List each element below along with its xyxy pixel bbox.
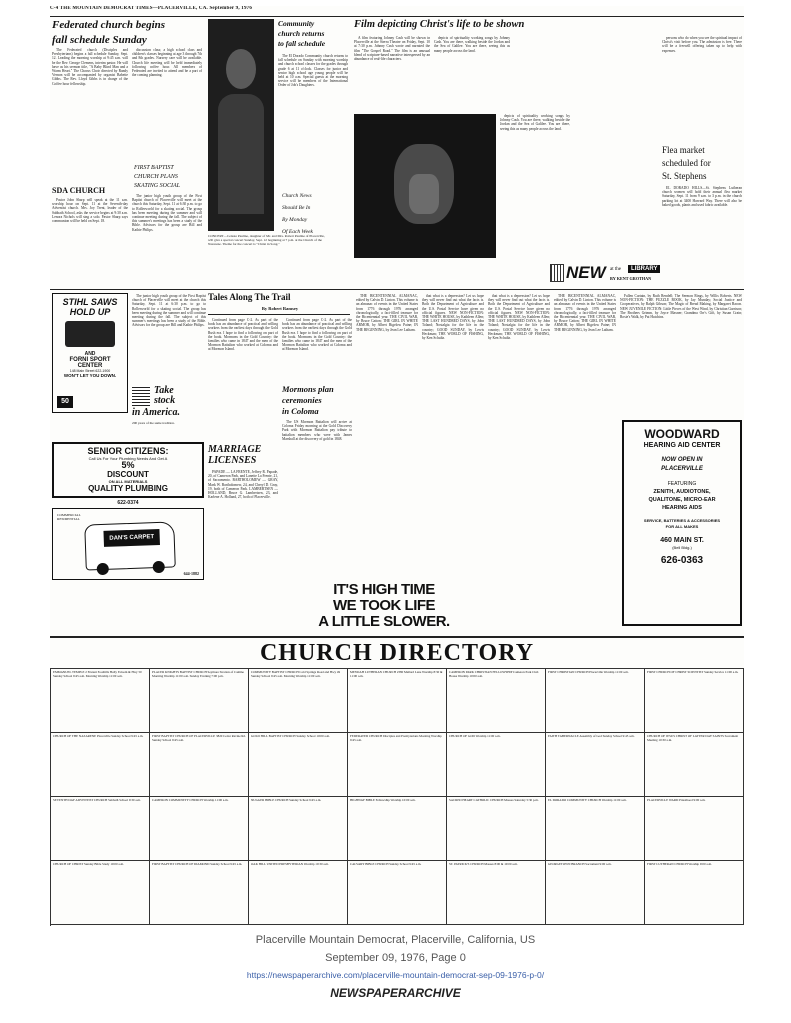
federated-continued-text	[132, 48, 202, 158]
mormon-headline-1: Mormons plan	[282, 384, 334, 394]
take-stock-ad	[132, 386, 206, 438]
senior-headline: SENIOR CITIZENS:	[87, 446, 169, 456]
directory-header	[50, 640, 744, 666]
portrait-face	[226, 49, 256, 89]
federated-continued-paragraph: discussion class; a high school class and children's classes beginning at age 3 through 7th and 8th grades. Nursery care will be available. Church life meeting will be held immediately following coffee hour. All members of Federated are invited to attend and be a part of the coming planning.	[132, 48, 202, 78]
directory-entry-text: FIRST CHRISTIAN CHURCH Placerville Worship 11:00 a.m.	[548, 670, 629, 674]
directory-entry	[51, 733, 150, 797]
directory-entry-text: MESSIAH LUTHERAN CHURCH 2380 Mallard Lane Worship 8:30 & 11:00 a.m.	[350, 670, 443, 678]
flea-headline-3: St. Stephens	[662, 171, 707, 181]
community-headline-1: Community	[278, 19, 315, 28]
portrait-body	[218, 94, 264, 214]
library-paragraph-2: that what is a depression? Let us hope they will never find out what the facts is. Both the Department of Agriculture and the U.S. Postal Service have given no official figures. NEW NON-FICTION: THE WHITE HOUSE, by Kathleen Allen; THE LAST HUNDRED DAYS, by John Toland; Nostalgia for the life in the country; GOOD SUNDAY, by Lewis Heckman; THE WORLD OF FISHING, by Ken Schultz.	[488, 294, 550, 341]
stihl-badge: 50	[57, 396, 73, 408]
federated-headline-2: fall schedule Sunday	[52, 34, 147, 46]
directory-entry	[51, 861, 150, 925]
directory-top-rule	[50, 636, 744, 638]
newspaper-page	[50, 6, 744, 926]
woodward-subtitle: HEARING AID CENTER	[643, 442, 721, 449]
footer-url	[0, 970, 791, 980]
directory-entry	[348, 861, 447, 925]
masthead-rule	[50, 16, 744, 17]
note-line-1: Church News	[282, 193, 312, 199]
take-stock-note: 200 years of the same tradition.	[132, 421, 175, 425]
concert-caption: CONCERT—Celeste Pauline, daughter of Mr. and Mrs. Robert Pauline of Placerville, will give a special concert Sunday, Sept. 12 beginning at 7 p.m. at the Church of the Nazarene. Theme for the concert is "Christ in Song."	[208, 234, 325, 246]
mormon-paragraph: The US Mormon Battalion will arrive at Coloma Friday morning at the Gold Discovery Park with Mormon Battalion pay tribute to battalion members who were with James Marshall at the discovery of gold in 1848.	[282, 420, 352, 441]
licenses-paragraph: PAPADE — LA FRENTE, Jeffrey R. Papade, 20, of Cameron Park, and Lanette La Frente, 21, of Sacramento. BARTHOLOMEW — GRAY, Mark W. Bartholomew, 24, and Cheryl D. Gray, 19, both of Cameron Park. LAMBERTSEN — HOLLAND, Bruce G. Lambertsen, 23, and Karlene A. Holland, 27, both of Placerville.	[208, 470, 278, 500]
directory-entry	[447, 733, 546, 797]
directory-entry-text: FIRST BAPTIST CHURCH OF DIAMOND Sunday School 9:45 a.m.	[152, 862, 243, 866]
woodward-service-2: FOR ALL MAKES	[665, 524, 699, 529]
note-line-4: Of Each Week	[282, 229, 313, 235]
directory-entry-text: CHURCH OF THE NAZARENE Placerville Sunday School 9:45 a.m.	[53, 734, 144, 738]
bicentennial-text	[356, 294, 418, 580]
federated-headline-1: Federated church begins	[52, 19, 166, 31]
directory-entry-text: FEDERATED CHURCH Disciples and Presbyterians Morning Worship 9:45 a.m.	[350, 734, 442, 742]
directory-entry	[348, 669, 447, 733]
church-news-note	[282, 190, 348, 238]
woodward-ad	[622, 420, 742, 626]
directory-entry-text: CALVARY BIBLE CHURCH Sunday School 9:45 a.m.	[350, 862, 422, 866]
directory-entry-text: EMMANUEL TEMPLE 2 Frutani Foothills Holly Folsom & Hwy 50 Sunday School 9:45 a.m. Morning Worship 11:00 a.m.	[53, 670, 142, 678]
stihl-and: AND	[84, 351, 96, 357]
directory-entry-text: CHURCH OF CHRIST Sunday Bible Study 10:00 a.m.	[53, 862, 124, 866]
federated-text	[52, 48, 128, 181]
carpet-title: DAN'S CARPET	[103, 529, 160, 547]
directory-entry-text: HIGHWAY BIBLE Fellowship Worship 10:00 a.m.	[350, 798, 416, 802]
new-titles-paragraph: Fallen Curtain, by Ruth Rendell; The Sermon Rings, by Willis Roberts. NEW NON-FICTION: THE PUZZLE BOOK, by Jay Munday; Social Justice and Cooperatives, by Ralph Gibson; The Magic of Bread Making, by Margaret Bacon. NEW JUVENILE FICTION: Little Pieces of the West Wind, by Christian Garrison; The Brothers Grimm, by Joyce Maxner; Grandma Orr's Gift, by Susan Crain; Rosie's Walk, by Pat Hutchins.	[620, 294, 742, 320]
high-time-line-1: IT'S HIGH TIME	[333, 581, 435, 598]
directory-entry	[150, 797, 249, 861]
stihl-tagline: WON'T LET YOU DOWN.	[63, 373, 117, 378]
directory-entry	[348, 797, 447, 861]
carpet-note: COMMERCIAL RESIDENTIAL	[57, 513, 81, 521]
high-time-line-2: WE TOOK LIFE	[332, 597, 436, 614]
chainsaw-icon	[65, 321, 115, 347]
film-headline: Film depicting Christ's life to be shown	[354, 19, 525, 30]
senior-sub: Call Us For Your Plumbing Needs And Get A	[88, 456, 168, 461]
library-at-the: at the	[610, 267, 621, 272]
fbc-paragraph: The junior high youth group of the First Baptist church of Placerville will meet at the church this Saturday, Sept. 11 at 6:30 p.m. to go to Rollerworld for a skating social. The group has been meeting during the summer and will continue meeting during the fall. The subject of this summer's meetings has been a study of the Bible. Advisors for the group are Bill and Kathie Philips.	[132, 194, 202, 232]
library-paragraph: that what is a depression? Let us hope they will never find out what the facts is. Both the Department of Agriculture and the U.S. Postal Service have given no official figures. NEW NON-FICTION: THE WHITE HOUSE, by Kathleen Allen; THE LAST HUNDRED DAYS, by John Toland; Nostalgia for the life in the country; GOOD SUNDAY, by Lewis Heckman; THE WORLD OF FISHING, by Ken Schultz.	[422, 294, 484, 341]
film-photo-highlight	[409, 174, 439, 214]
senior-phone: 622-0374	[117, 500, 139, 506]
directory-entry	[645, 733, 744, 797]
woodward-title: WOODWARD	[644, 427, 720, 441]
stihl-ad	[52, 293, 128, 413]
footer-url-link[interactable]: https://newspaperarchive.com/placerville-mountain-democrat-sep-09-1976-p-0/	[246, 970, 545, 980]
stihl-headline-1: STIHL SAWS	[62, 297, 118, 307]
library-new-word: NEW	[566, 263, 606, 282]
federated-paragraph: The Federated church (Disciples and Presbyterians) begins a fall schedule Sunday, Sept. 12. Leading the morning worship at 9:45 a.m. will be the Rev. George Clemens, interim pastor. He will have as his sermon title, "A Baby Blind Man and a Warm Heart." The Chorus Choir directed by Randy Vernon will be accompanied by organist Babette Gibbs. The Rev. Lloyd Gibbs is in charge of the Coffee hour fellowship.	[52, 48, 128, 86]
licenses-text	[208, 470, 278, 580]
tales-paragraph-2: Continued from page C-2. As part of the book has an abundance of practical and willing workers from the earliest days through the Gold Rush era. I hope to find a following on part of the book. Mormons in the Gold Country: the families who came in 1847 and the men of the Mormon Battalion who worked at Coloma and at Mormon Island.	[282, 318, 352, 352]
footer-date: September 09, 1976, Page 0	[325, 952, 466, 964]
forni-name-1: FORNI SPORT	[69, 357, 111, 363]
directory-entry	[546, 861, 645, 925]
community-paragraph: The El Dorado Community church returns to fall schedule on Sunday with morning worship and church school classes for the grades through grade 6 at 11 o'clock. Classes for junior and senior high school age young people will be held at 10 a.m. Special guests at the morning service will be members of the International Order of Job's Daughters.	[278, 54, 348, 88]
directory-entry-text: CHURCH OF GOD Worship 11:00 a.m.	[449, 734, 501, 738]
note-line-2: Should Be In	[282, 205, 311, 211]
directory-entry	[249, 797, 348, 861]
new-titles-text	[620, 294, 742, 416]
licenses-headline	[208, 444, 278, 466]
directory-entry	[447, 797, 546, 861]
sda-text	[52, 198, 128, 286]
film-text-4	[662, 36, 742, 141]
carpet-phone: 644-1882	[183, 571, 199, 576]
note-line-3: By Monday	[282, 217, 308, 223]
van-wheel-back	[153, 561, 165, 573]
forni-address: 148 Main Street 622-1900	[69, 369, 111, 373]
bicentennial-paragraph: THE BICENTENNIAL ALMANAC, edited by Calvin D. Linton. This volume is an almanac of events in the United States from 1776 through 1976 arranged chronologically, a fact-filled treasure for the Bicentennial year. THE CIVIL WAR, by Bruce Catton; THE GIRL IN WHITE ARMOR, by Albert Bigelow Paine; IN THE BEGINNING, by Jean Lee Latham.	[356, 294, 418, 332]
library-banner	[550, 264, 742, 286]
carpet-ad	[52, 508, 204, 580]
senior-all: ON ALL MATERIALS	[108, 479, 148, 484]
directory-entry-text: FIRST LUTHERAN CHURCH Worship 9:00 a.m.	[647, 862, 712, 866]
film-photo	[354, 114, 496, 258]
tales-byline: By Robert Ramsey	[261, 306, 299, 311]
tales-left-text	[132, 294, 206, 382]
library-text-3	[554, 294, 616, 580]
van-wheel-front	[97, 563, 109, 575]
woodward-brands-2: QUALITONE, MICRO-EAR	[648, 497, 716, 503]
footer-brand: NEWSPAPERARCHIVE	[330, 986, 461, 1000]
licenses-headline-1: MARRIAGE	[208, 444, 262, 455]
senior-name: QUALITY PLUMBING	[88, 484, 168, 493]
fbc-line-1: FIRST BAPTIST	[134, 165, 174, 171]
directory-entry	[447, 861, 546, 925]
woodward-address: 460 MAIN ST.	[660, 537, 704, 544]
concert-photo	[208, 19, 274, 231]
tales-left-paragraph: The junior high youth group of the First Baptist church of Placerville will meet at the church this Saturday, Sept. 11 at 6:30 p.m. to go to Rollerworld for a skating social. The group has been meeting during the summer and will continue meeting during the fall. The subject of this summer's meetings has been a study of the Bible. Advisors for the group are Bill and Kathie Philips.	[132, 294, 206, 328]
library-byline: BY KENT GROTHAN	[610, 276, 652, 281]
directory-entry-text: NUGGER BIBLE CHURCH Sunday School 9:45 a.m.	[251, 798, 322, 802]
woodward-now-2: PLACERVILLE	[661, 466, 703, 472]
flea-headline-2: scheduled for	[662, 158, 711, 168]
fbc-line-2: CHURCH PLANS	[134, 174, 178, 180]
directory-entry	[645, 861, 744, 925]
tales-header	[208, 292, 352, 311]
directory-entry-text: ST. PATRICK'S CHURCH Masses 8:00 & 10:00 a.m.	[449, 862, 518, 866]
fbc-line-3: SKATING SOCIAL	[134, 183, 180, 189]
book-icon	[550, 264, 564, 282]
mormon-headline-3: in Coloma	[282, 406, 319, 416]
directory-entry-text: FAITH TABERNACLE Assembly of God Sunday School 9:45 a.m.	[548, 734, 635, 738]
directory-entry-text: CAMERON PARK CHRISTIAN FELLOWSHIP Cameron Park Club House Worship 10:00 a.m.	[449, 670, 539, 678]
community-headline	[278, 19, 348, 49]
woodward-service-1: SERVICE, BATTERIES & ACCESSORIES	[643, 518, 721, 523]
directory-entry	[51, 669, 150, 733]
directory-entry	[645, 797, 744, 861]
woodward-phone: 626-0363	[660, 555, 704, 566]
directory-entry	[249, 733, 348, 797]
directory-entry	[447, 669, 546, 733]
footer-source: Placerville Mountain Democrat, Placerville, California, US	[255, 934, 536, 946]
senior-citizens-ad	[52, 442, 204, 498]
directory-entry-text: FIRST BAPTIST CHURCH OF PLACERVILLE 3820 Cedar Ravine Rd. Sunday School 9:45 a.m.	[152, 734, 246, 742]
tales-rule	[208, 314, 350, 315]
directory-entry-text: CAMERON COMMUNITY CHURCH Worship 11:00 a.m.	[152, 798, 229, 802]
directory-entry	[249, 669, 348, 733]
tales-text-2	[282, 318, 352, 380]
woodward-hearing: HEARING AIDS	[662, 505, 702, 511]
film-paragraph-1: A film featuring Johnny Cash will be shown in Placerville at the Sierra Theatre on Friday, Sept. 10 at 7:30 p.m. Johnny Cash wrote and narrated the film "The Gospel Road." The film is an unusual blend of scripture-based narrative interspersed by an abundance of real-life characters.	[354, 36, 430, 62]
woodward-now-1: NOW OPEN IN	[661, 457, 703, 463]
flag-icon	[132, 386, 150, 406]
library-word: LIBRARY	[628, 265, 660, 273]
first-baptist-text	[132, 194, 202, 289]
directory-entry	[645, 669, 744, 733]
forni-name-2: CENTER	[77, 363, 103, 369]
tales-headline: Tales Along The Trail	[208, 292, 291, 302]
mormon-headline-2: ceremonies	[282, 395, 322, 405]
directory-entry-text: GEORGETOWN BRANCH Sacrament 9:00 a.m.	[548, 862, 612, 866]
sda-headline: SDA CHURCH	[52, 186, 106, 195]
mormon-text	[282, 420, 352, 580]
senior-percent: 5%	[121, 460, 135, 470]
directory-entry	[249, 861, 348, 925]
film-paragraph-4: persons who do when you see the spiritual impact of Christ's visit before you. The admission is free. There will be a freewill offering taken up to help with expenses.	[662, 36, 742, 53]
directory-entry	[150, 861, 249, 925]
directory-entry-text: PLACERVILLE WARD Priesthood 9:00 a.m.	[647, 798, 706, 802]
directory-entry-text: SEVENTH DAY ADVENTIST CHURCH Sabbath School 9:30 a.m.	[53, 798, 141, 802]
woodward-featuring: FEATURING	[667, 481, 697, 487]
film-text-1	[354, 36, 430, 111]
directory-entry-text: PLACER KNIGHTS BAPTIST CHURCH Seymore Stratton of Camino Morning Worship 11:00 a.m. Sunday Evening 7:00 p.m.	[152, 670, 245, 678]
carpet-van-icon	[84, 521, 176, 570]
mormon-headline	[282, 384, 354, 417]
directory-entry	[546, 733, 645, 797]
directory-entry-text: EL DORADO COMMUNITY CHURCH Worship 11:00 a.m.	[548, 798, 627, 802]
directory-entry-text: OAK HILL UNITED PRESBYTERIAN Worship 10:30 a.m.	[251, 862, 329, 866]
take-stock-line-2: stock	[154, 395, 176, 406]
directory-entry	[546, 669, 645, 733]
directory-entry	[51, 797, 150, 861]
film-text-3	[500, 114, 570, 258]
flea-paragraph: EL DORADO HILLS—St. Stephens Lutheran church women will hold their annual flea market Saturday, Sept. 11 from 9 a.m. to 3 p.m. in the church parking lot at 3400 Harvard Way. There will also be baked goods, plants and used fabric available.	[662, 186, 742, 207]
directory-grid	[50, 668, 744, 926]
directory-entry-text: COMMUNITY BAPTIST CHURCH Cold Springs Road and Hwy 49 Sunday School 9:45 a.m. Morning Worship 11:00 a.m.	[251, 670, 341, 678]
high-time-line-3: A LITTLE SLOWER.	[318, 613, 450, 630]
community-text	[278, 54, 348, 184]
licenses-headline-2: LICENSES	[208, 455, 257, 466]
first-baptist-headline	[134, 164, 204, 191]
take-stock-line-3: in America.	[132, 407, 180, 418]
woodward-address-note: (Bell Bldg.)	[672, 545, 692, 550]
senior-discount: DISCOUNT	[107, 470, 149, 479]
page-masthead: C-4 THE MOUNTAIN DEMOCRAT TIMES—PLACERVILLE, CA. September 9, 1976	[50, 6, 253, 11]
take-stock-line-1: Take	[154, 385, 174, 396]
flea-headline-1: Flea market	[662, 145, 705, 155]
tales-text-1	[208, 318, 278, 438]
film-paragraph-3: depicts of spirituality working songs by Johnny Cash. You are there, walking beside the Jordan and the Sea of Galilee. You are there, seeing this as many people across the land.	[500, 114, 570, 131]
section-rule	[50, 289, 744, 290]
federated-article	[52, 19, 202, 46]
library-text-2	[488, 294, 550, 580]
community-headline-2: church returns	[278, 29, 325, 38]
stihl-headline-2: HOLD UP	[69, 307, 111, 317]
directory-entry	[150, 669, 249, 733]
community-headline-3: to fall schedule	[278, 39, 326, 48]
film-paragraph-2: depicts of spirituality working songs by Johnny Cash. You are there, walking beside the Jordan and the Sea of Galilee. You are there, seeing this as many people across the land.	[434, 36, 510, 53]
tales-paragraph-1: Continued from page C-2. As part of the book has an abundance of practical and willing workers from the earliest days through the Gold Rush era. I hope to find a following on part of the book. Mormons in the Gold Country: the families who came in 1847 and the men of the Mormon Battalion who worked at Coloma and at Mormon Island.	[208, 318, 278, 352]
library-paragraph-3: THE BICENTENNIAL ALMANAC, edited by Calvin D. Linton. This volume is an almanac of events in the United States from 1776 through 1976 arranged chronologically, a fact-filled treasure for the Bicentennial year. THE CIVIL WAR, by Bruce Catton; THE GIRL IN WHITE ARMOR, by Albert Bigelow Paine; IN THE BEGINNING, by Jean Lee Latham.	[554, 294, 616, 332]
directory-entry-text: CHURCH OF JESUS CHRIST OF LATTER DAY SAINTS Sacrament Meeting 10:30 a.m.	[647, 734, 739, 742]
directory-entry-text: GOLD HILL BAPTIST CHURCH Sunday School 10:00 a.m.	[251, 734, 330, 738]
woodward-brands-1: ZENITH, AUDIOTONE,	[653, 489, 711, 495]
flea-text	[662, 186, 742, 258]
directory-entry	[546, 797, 645, 861]
high-time-ad	[290, 582, 478, 634]
sda-paragraph: Pastor John Sharp will speak at the 11 a.m. worship hour on Sept. 11 at the Seventh-day Adventist church. Mrs. Joy Trent, leader of the Sabbath School, asks the service begins at 9:30 a.m. Lenora Nichols will sing a solo. Pastor Sharp says communion will be held on Sept. 18.	[52, 198, 128, 224]
flea-headline	[662, 144, 742, 183]
directory-title: CHURCH DIRECTORY	[259, 640, 535, 666]
directory-entry-text: SACRED HEART CATHOLIC CHURCH Masses Saturday 5:30 p.m.	[449, 798, 539, 802]
film-text-2	[434, 36, 510, 111]
directory-entry-text: FIRST CHURCH OF CHRIST SCIENTIST Sunday Service 11:00 a.m.	[647, 670, 739, 674]
library-text	[422, 294, 484, 580]
directory-entry	[348, 733, 447, 797]
directory-entry	[150, 733, 249, 797]
